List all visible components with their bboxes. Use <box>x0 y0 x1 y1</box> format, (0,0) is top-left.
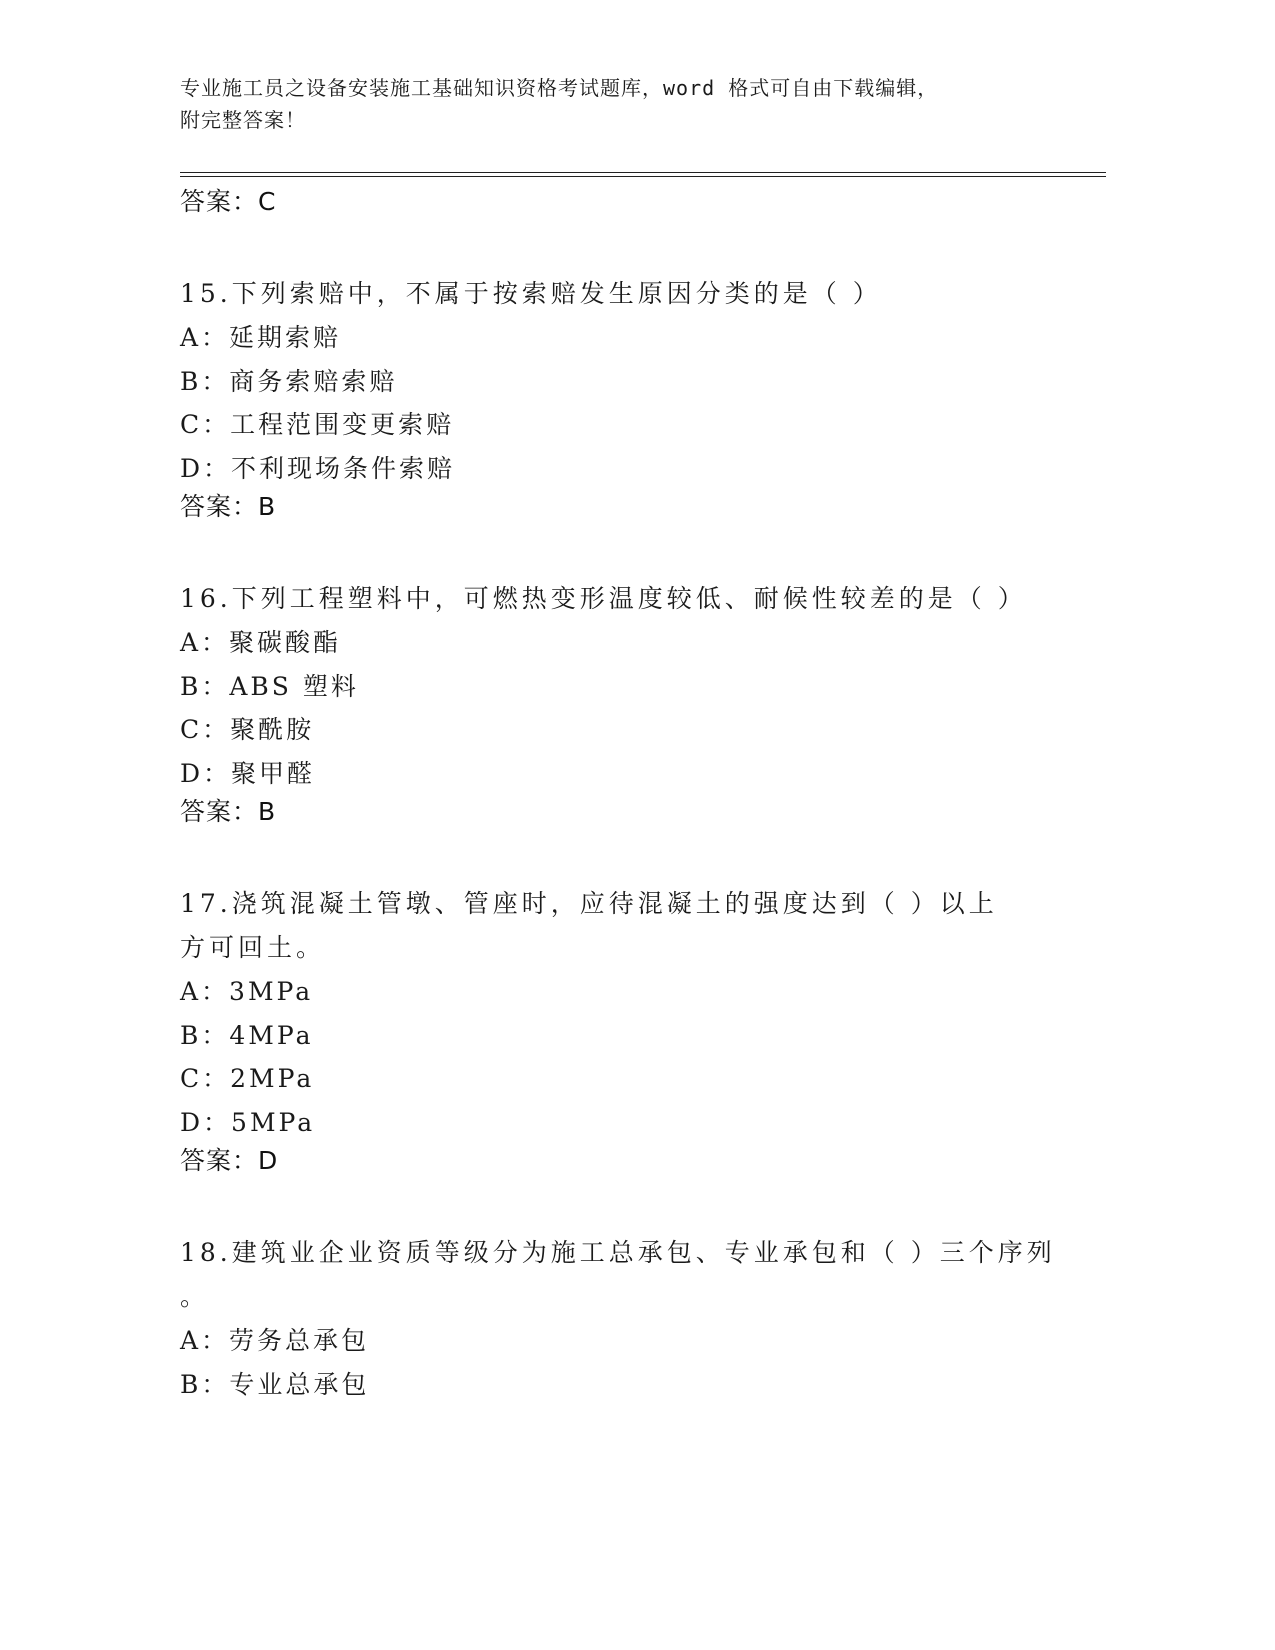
question-block <box>180 272 1080 524</box>
option-c: C：2MPa <box>180 1064 315 1093</box>
option-c: C：工程范围变更索赔 <box>180 410 455 439</box>
option-a: A：3MPa <box>180 977 314 1006</box>
question-block <box>180 577 1080 829</box>
header-divider-top <box>180 172 1106 173</box>
question-text-line-2: 。 <box>180 1282 210 1311</box>
option-d: D：5MPa <box>180 1107 316 1137</box>
document-header <box>180 72 1040 136</box>
answer-line: 答案：D <box>180 1146 279 1175</box>
option-b: B：ABS 塑料 <box>180 671 359 701</box>
question-text: 16.下列工程塑料中，可燃热变形温度较低、耐候性较差的是（ ） <box>180 584 1027 613</box>
option-a: A：延期索赔 <box>180 323 342 352</box>
option-b: B：商务索赔索赔 <box>180 366 398 396</box>
answer-line: 答案：B <box>180 492 277 521</box>
option-b: B：专业总承包 <box>180 1369 370 1399</box>
question-block <box>180 882 1080 1178</box>
option-d: D：不利现场条件索赔 <box>180 453 456 483</box>
header-line-1: 专业施工员之设备安装施工基础知识资格考试题库，word 格式可自由下载编辑， <box>180 76 939 100</box>
question-text: 15.下列索赔中，不属于按索赔发生原因分类的是（ ） <box>180 279 882 308</box>
header-line-2: 附完整答案！ <box>180 108 306 132</box>
header-divider-bottom <box>180 176 1106 177</box>
question-text: 17.浇筑混凝土管墩、管座时，应待混凝土的强度达到（ ）以上方可回土。 <box>180 889 998 962</box>
answer-line: 答案：C <box>180 187 277 216</box>
option-d: D：聚甲醛 <box>180 758 316 788</box>
question-block <box>180 1231 1080 1406</box>
option-c: C：聚酰胺 <box>180 715 315 744</box>
option-b: B：4MPa <box>180 1020 314 1050</box>
option-a: A：劳务总承包 <box>180 1326 370 1355</box>
option-a: A：聚碳酸酯 <box>180 628 342 657</box>
question-list <box>180 185 1080 1406</box>
question-text-line-1: 18.建筑业企业资质等级分为施工总承包、专业承包和（ ）三个序列 <box>180 1238 1056 1267</box>
answer-line: 答案：B <box>180 797 277 826</box>
